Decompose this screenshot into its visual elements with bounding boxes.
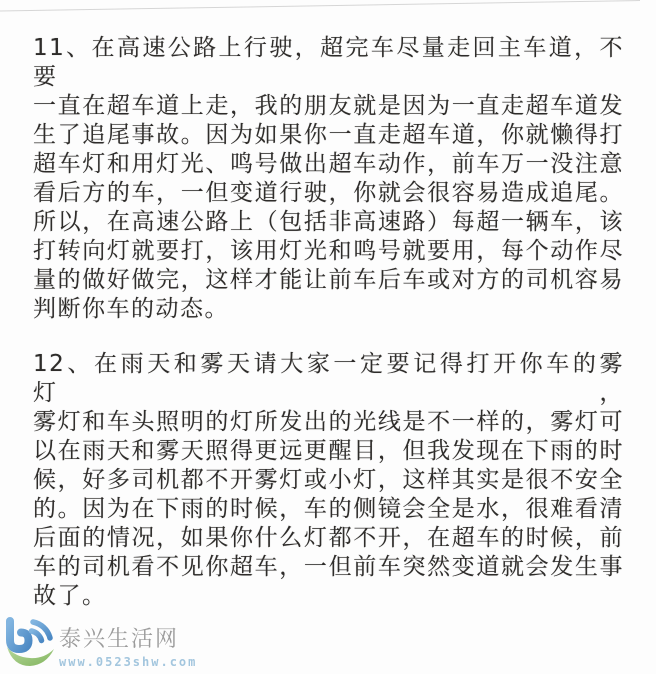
paragraph-tip-12: [33, 350, 624, 611]
text-line: 所以，在高速公路上（包括非高速路）每超一辆车，该: [33, 209, 624, 235]
text-line: 的。因为在下雨的时候，车的侧镜会全是水，很难看清: [33, 496, 624, 522]
site-logo-text: [59, 615, 197, 669]
site-url: www.0523shw.com: [59, 655, 198, 669]
text-line: 量的做好做完，这样才能让前车后车或对方的司机容易: [33, 267, 624, 293]
text-line: 打转向灯就要打，该用灯光和鸣号就要用，每个动作尽: [33, 238, 624, 264]
site-name: 泰兴生活网: [59, 627, 180, 652]
text-line: 一直在超车道上走，我的朋友就是因为一直走超车道发: [33, 93, 624, 119]
text-line: 生了追尾事故。因为如果你一直走超车道，你就懒得打: [33, 122, 624, 148]
scan-artifact-line: [0, 0, 656, 16]
text-line: 候，好多司机都不开雾灯或小灯，这样其实是很不安全: [33, 467, 624, 493]
text-line: 雾灯和车头照明的灯所发出的光线是不一样的，雾灯可: [33, 409, 624, 435]
text-line: 11、在高速公路上行驶，超完车尽量走回主车道，不要: [33, 35, 624, 90]
article-text: [33, 34, 624, 637]
paragraph-tip-11: [33, 34, 624, 324]
text-line: 判断你车的动态。: [33, 296, 229, 322]
text-line: 故了。: [33, 583, 107, 609]
site-logo-icon: [2, 615, 56, 671]
text-line: 12、在雨天和雾天请大家一定要记得打开你车的雾灯，: [33, 351, 624, 406]
text-line: 后面的情况，如果你什么灯都不开，在超车的时候，前: [33, 525, 624, 551]
text-line: 超车灯和用灯光、鸣号做出超车动作，前车万一没注意: [33, 151, 624, 177]
text-line: 以在雨天和雾天照得更远更醒目，但我发现在下雨的时: [33, 438, 624, 464]
text-line: 看后方的车，一但变道行驶，你就会很容易造成追尾。: [33, 180, 624, 206]
site-watermark: [2, 615, 197, 671]
text-line: 车的司机看不见你超车，一但前车突然变道就会发生事: [33, 554, 624, 580]
